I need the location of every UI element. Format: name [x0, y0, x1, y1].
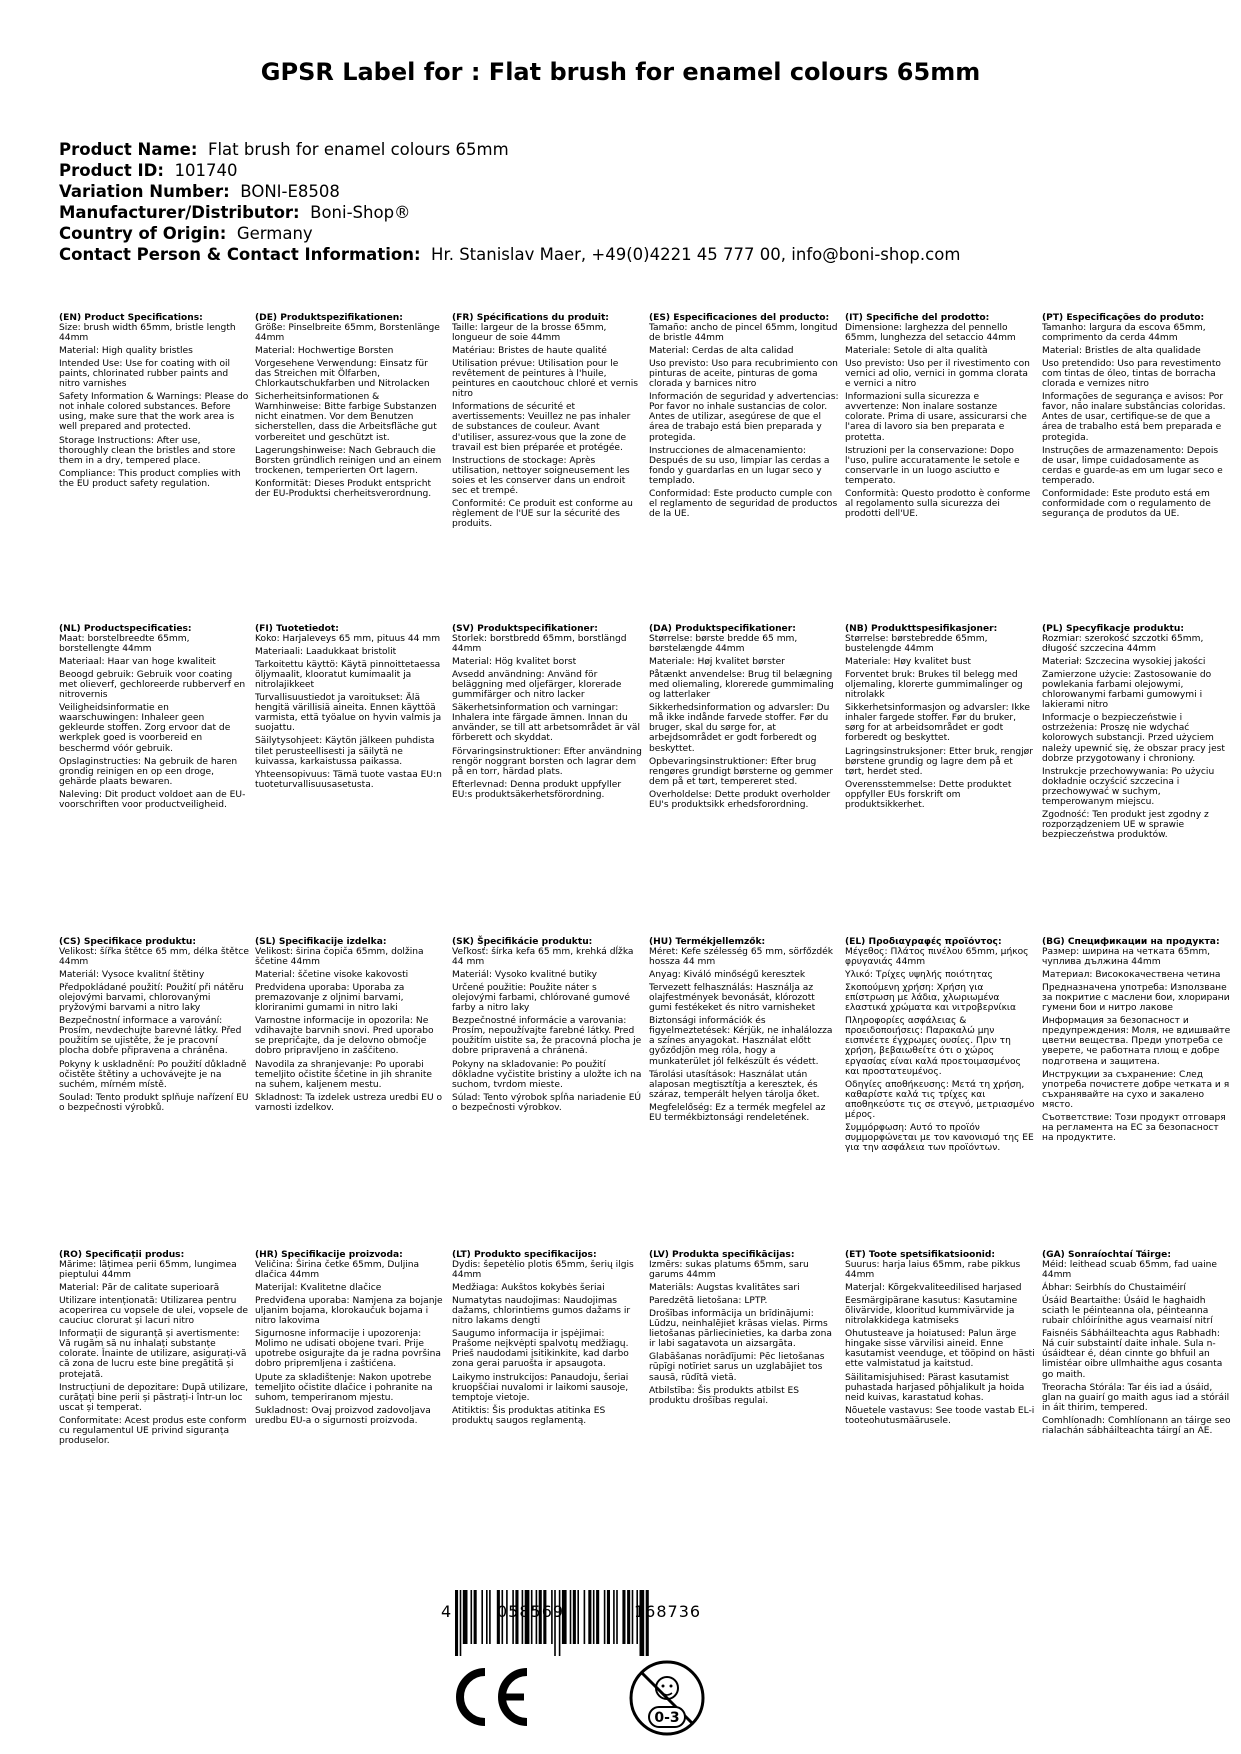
spec-paragraph: Intended Use: Use for coating with oil paints, chlorinated rubber paints and nitro varnishes	[59, 359, 231, 390]
spec-paragraph: Treoracha Stórála: Tar éis iad a úsáid, glan na guairí go maith agus iad a stóráil in áit thirim, tempered.	[1042, 1382, 1230, 1413]
info-label: Contact Person & Contact Information:	[59, 245, 421, 264]
spec-paragraph: Overholdelse: Dette produkt overholder EU's produktsikk erhedsforordning.	[649, 789, 831, 810]
product-info	[59, 139, 960, 265]
spec-section	[845, 624, 1035, 813]
spec-paragraph: Materiaali: Laadukkaat bristolit	[255, 647, 397, 658]
spec-paragraph: Atbilstība: Šis produkts atbilst ES produktu drošības regulai.	[649, 1385, 800, 1406]
spec-paragraph: Materijal: Kvalitetne dlačice	[255, 1283, 382, 1294]
spec-paragraph: Информация за безопасност и предупреждения: Моля, не вдишвайте цветни вещества. Преди употреба се уверете, че работната площ е добре подготвена и защитена.	[1042, 1016, 1231, 1067]
barcode-digits-right: 168736	[634, 1602, 702, 1621]
spec-paragraph: Instrucciones de almacenamiento: Después de su uso, limpiar las cerdas a fondo y guardarlas en un lugar seco y templado.	[649, 445, 830, 486]
spec-paragraph: Σκοπούμενη χρήση: Χρήση για επίστρωση με λάδια, χλωριωμένα ελαστικά χρώματα και νιτροβερνίκια	[845, 983, 1017, 1014]
barcode-bar	[613, 1590, 615, 1644]
spec-paragraph: Conformidad: Este producto cumple con el reglamento de seguridad de productos de la UE.	[649, 488, 838, 519]
spec-paragraph: Velikost: širina čopiča 65mm, dolžina ščetine 44mm	[255, 947, 424, 968]
spec-paragraph: Suurus: harja laius 65mm, rabe pikkus 44mm	[845, 1260, 1021, 1281]
spec-paragraph: Zgodność: Ten produkt jest zgodny z rozporządzeniem UE w sprawie bezpieczeństwa produktów.	[1042, 809, 1209, 840]
barcode-bar	[646, 1590, 649, 1656]
spec-paragraph: Istruzioni per la conservazione: Dopo l'uso, pulire accuratamente le setole e conservarle in un luogo asciutto e temperato.	[845, 445, 1020, 486]
spec-paragraph: Conformitate: Acest produs este conform cu regulamentul UE privind siguranța produselor.	[59, 1415, 247, 1446]
spec-paragraph: Informacje o bezpieczeństwie i ostrzeżenia: Proszę nie wdychać kolorowych substancji. Przed użyciem należy upewnić się, że obszar pracy jest dobrze przygotowany i chroniony.	[1042, 713, 1225, 764]
spec-paragraph: Material: Hochwertige Borsten	[255, 346, 394, 357]
spec-paragraph: Bezpečnostné informácie a varovania: Prosím, nepoužívajte farebné látky. Pred použitím uistite sa, že pracovná plocha je dobre pripravená a chránená.	[452, 1016, 642, 1057]
spec-heading: (FR) Spécifications du produit:	[452, 313, 609, 323]
spec-paragraph: Materiāls: Augstas kvalitātes sari	[649, 1283, 800, 1294]
spec-paragraph: Uso pretendido: Uso para revestimento com tintas de óleo, tintas de borracha clorada e vernizes nitro	[1042, 359, 1221, 390]
spec-paragraph: Veličina: Širina četke 65mm, Duljina dlačica 44mm	[255, 1260, 420, 1281]
barcode-bar	[622, 1590, 625, 1644]
spec-paragraph: Materiaal: Haar van hoge kwaliteit	[59, 657, 216, 668]
barcode-bar	[596, 1590, 599, 1644]
spec-paragraph: Säkerhetsinformation och varningar: Inhalera inte färgade ämnen. Innan du använder, se till att arbetsområdet är väl förberett och skyddat.	[452, 703, 641, 744]
spec-paragraph: Conformité: Ce produit est conforme au règlement de l'UE sur la sécurité des produits.	[452, 498, 633, 529]
spec-heading: (EL) Προδιαγραφές προϊόντος:	[845, 937, 1002, 947]
barcode-bar	[570, 1590, 572, 1644]
spec-section	[1042, 1250, 1232, 1439]
spec-paragraph: Material: Hög kvalitet borst	[452, 657, 577, 668]
spec-paragraph: Pokyny na skladovanie: Po použití dôkladne vyčistite bristiny a uložte ich na suchom, tvrdom mieste.	[452, 1059, 642, 1090]
spec-paragraph: Материал: Висококачествена четина	[1042, 970, 1221, 981]
spec-paragraph: Faisnéis Sábháilteachta agus Rabhadh: Ná cuir substaintí daite inhale. Sula n-úsáidtear é, déan cinnte go bhfuil an limistéar oibre ullmhaithe agus cosanta go maith.	[1042, 1329, 1223, 1380]
spec-paragraph: Lagringsinstruksjoner: Etter bruk, rengjør børstene grundig og lagre dem på et tørt, herdet sted.	[845, 746, 1033, 777]
barcode-bar	[471, 1590, 473, 1644]
spec-paragraph: Instrucțiuni de depozitare: După utilizare, curățați bine perii și păstrați-i într-un loc uscat și temperat.	[59, 1382, 249, 1413]
info-label: Variation Number:	[59, 182, 230, 201]
info-label: Country of Origin:	[59, 224, 227, 243]
barcode-digit-first: 4	[441, 1602, 452, 1621]
spec-paragraph: Matériau: Bristes de haute qualité	[452, 346, 607, 357]
spec-heading: (PL) Specyfikacje produktu:	[1042, 624, 1184, 634]
spec-paragraph: Información de seguridad y advertencias: Por favor no inhale sustancias de color. Antes de utilizar, asegúrese de que el área de trabajo está bien preparada y protegida.	[649, 392, 839, 443]
spec-section	[59, 937, 249, 1116]
info-value: BONI-E8508	[240, 182, 340, 201]
spec-paragraph: Soulad: Tento produkt splňuje nařízení EU o bezpečnosti výrobků.	[59, 1092, 249, 1113]
spec-paragraph: Glabāšanas norādījumi: Pēc lietošanas rūpīgi notīriet sarus un uzglabājiet tos sausā, rūdītā vietā.	[649, 1352, 825, 1383]
spec-paragraph: Utilizare intenționată: Utilizarea pentru acoperirea cu vopsele de ulei, vopsele de cauciuc clorurat și lacuri nitro	[59, 1296, 248, 1327]
spec-section	[649, 1250, 839, 1409]
document-title: GPSR Label for : Flat brush for enamel colours 65mm	[260, 58, 981, 86]
spec-section	[845, 1250, 1035, 1429]
barcode-bar	[640, 1590, 645, 1656]
spec-paragraph: Material: ščetine visoke kakovosti	[255, 970, 409, 981]
barcode-bar	[486, 1590, 488, 1644]
spec-paragraph: Comhlíonadh: Comhlíonann an táirge seo rialachán sábháilteachta táirgí an AE.	[1042, 1415, 1231, 1436]
spec-paragraph: Größe: Pinselbreite 65mm, Borstenlänge 44mm	[255, 323, 440, 344]
barcode-bar	[627, 1590, 630, 1644]
info-label: Product Name:	[59, 140, 198, 159]
spec-section	[452, 937, 642, 1116]
spec-paragraph: Material: Cerdas de alta calidad	[649, 346, 794, 357]
spec-paragraph: Drošības informācija un brīdinājumi: Lūdzu, neinhalējiet krāsas vielas. Pirms lietošanas pārliecinieties, ka darba zona ir labi sagatavota un aizsargāta.	[649, 1309, 832, 1350]
spec-paragraph: Sukladnost: Ovaj proizvod zadovoljava uredbu EU-a o sigurnosti proizvoda.	[255, 1405, 431, 1426]
spec-heading: (ES) Especificaciones del producto:	[649, 313, 830, 323]
spec-heading: (ET) Toote spetsifikatsioonid:	[845, 1250, 996, 1260]
spec-paragraph: Storage Instructions: After use, thoroughly clean the bristles and store them in a dry, tempered place.	[59, 435, 236, 466]
info-row	[59, 202, 960, 223]
spec-paragraph: Πληροφορίες ασφάλειας & προειδοποιήσεις: Παρακαλώ μην εισπνέετε έγχρωμες ουσίες. Πριν τη χρήση, βεβαιωθείτε ότι ο χώρος εργασίας είναι καλά προετοιμασμένος και προστατευμένος.	[845, 1016, 1021, 1077]
info-row	[59, 244, 960, 265]
spec-paragraph: Ábhar: Seirbhís do Chustaiméirí	[1042, 1283, 1186, 1294]
spec-paragraph: Yhteensopivuus: Tämä tuote vastaa EU:n tuoteturvallisuusasetusta.	[255, 769, 442, 790]
spec-heading: (IT) Specifiche del prodotto:	[845, 313, 990, 323]
spec-paragraph: Инструкции за съхранение: След употреба почистете добре четката и я съхранявайте на сухо и закалено място.	[1042, 1069, 1230, 1110]
spec-paragraph: Säilytysohjeet: Käytön jälkeen puhdista tilet perusteellisesti ja säilytä ne kuivassa, karkaistussa paikassa.	[255, 736, 435, 767]
spec-paragraph: Förvaringsinstruktioner: Efter användning rengör noggrant borsten och lagrar dem på en torr, härdad plats.	[452, 746, 642, 777]
spec-paragraph: Instructions de stockage: Après utilisation, nettoyer soigneusement les soies et les conserver dans un endroit sec et trempé.	[452, 455, 630, 496]
spec-heading: (LT) Produkto specifikacijos:	[452, 1250, 597, 1260]
spec-paragraph: Eesmärgipärane kasutus: Kasutamine õlivärvide, klooritud kummivärvide ja nitrolakkidega katmiseks	[845, 1296, 1018, 1327]
info-row	[59, 160, 960, 181]
spec-paragraph: Lagerungshinweise: Nach Gebrauch die Borsten gründlich reinigen und an einem trockenen, temperierten Ort lagern.	[255, 445, 442, 476]
spec-heading: (NB) Produkttspesifikasjoner:	[845, 624, 998, 634]
info-label: Manufacturer/Distributor:	[59, 203, 300, 222]
barcode-bar	[604, 1590, 606, 1644]
spec-heading: (SL) Specifikacije izdelka:	[255, 937, 387, 947]
spec-paragraph: Materiał: Szczecina wysokiej jakości	[1042, 657, 1206, 668]
barcode-bar	[455, 1590, 458, 1656]
spec-paragraph: Paredzētā lietošana: LPTP.	[649, 1296, 768, 1307]
spec-section	[59, 313, 249, 492]
barcode-bar	[607, 1590, 610, 1644]
spec-paragraph: Saugumo informacija ir įspėjimai: Prašome neįkvėpti spalvotų medžiagų. Prieš naudodami įsitikinkite, kad darbo zona gerai paruošta ir apsaugota.	[452, 1329, 629, 1370]
spec-paragraph: Materiale: Høj kvalitet børster	[649, 657, 785, 668]
spec-paragraph: Tarkoitettu käyttö: Käytä pinnoittetaessa öljymaalit, klooratut kumimaalit ja nitrolajikkeet	[255, 660, 441, 691]
spec-paragraph: Biztonsági információk és figyelmeztetések: Kérjük, ne inhalálozza a színes anyagokat. Használat előtt győződjön meg róla, hogy a munkaterület jól felkészült és védett.	[649, 1016, 833, 1067]
spec-heading: (RO) Specificații produs:	[59, 1250, 185, 1260]
spec-heading: (DE) Produktspezifikationen:	[255, 313, 403, 323]
spec-paragraph: Opbevaringsinstruktioner: Efter brug rengøres grundigt børsterne og gemmer dem på et tørt, tempereret sted.	[649, 756, 834, 787]
spec-paragraph: Méid: leithead scuab 65mm, fad uaine 44mm	[1042, 1260, 1217, 1281]
spec-paragraph: Utilisation prévue: Utilisation pour le revêtement de peintures à l'huile, peintures en caoutchouc chloré et vernis nitro	[452, 359, 638, 400]
info-row	[59, 139, 960, 160]
spec-section	[59, 1250, 249, 1449]
spec-paragraph: Turvallisuustiedot ja varoitukset: Älä hengitä värillisiä aineita. Ennen käyttöä varmista, että työalue on hyvin valmis ja suojattu.	[255, 693, 442, 734]
spec-heading: (SV) Produktspecifikationer:	[452, 624, 598, 634]
barcode-bar	[463, 1590, 468, 1644]
age-label: 0-3	[654, 1710, 680, 1726]
spec-paragraph: Materiál: Vysoko kvalitné butiky	[452, 970, 597, 981]
spec-paragraph: Laikymo instrukcijos: Panaudoju, šeriai kruopščiai nuvalomi ir laikomi sausoje, temptoje vietoje.	[452, 1372, 629, 1403]
barcode-bar	[593, 1590, 595, 1644]
info-row	[59, 181, 960, 202]
spec-paragraph: Informazioni sulla sicurezza e avvertenze: Non inalare sostanze colorate. Prima di usare, assicurarsi che l'area di lavoro sia ben preparata e protetta.	[845, 392, 1027, 443]
spec-paragraph: Påtænkt anvendelse: Brug til belægning med oliemaling, klorerede gummimaling og latterlaker	[649, 670, 834, 701]
spec-paragraph: Material: High quality bristles	[59, 346, 193, 357]
spec-section	[845, 937, 1035, 1156]
spec-paragraph: Koko: Harjaleveys 65 mm, pituus 44 mm	[255, 634, 441, 645]
spec-paragraph: Predviđena uporaba: Namjena za bojanje uljanim bojama, klorokaučuk bojama i nitro lakovima	[255, 1296, 443, 1327]
spec-paragraph: Mărime: lățimea perii 65mm, lungimea pieptului 44mm	[59, 1260, 237, 1281]
spec-heading: (PT) Especificações do produto:	[1042, 313, 1205, 323]
spec-paragraph: Safety Information & Warnings: Please do not inhale colored substances. Before using, make sure that the work area is well prepared and protected.	[59, 392, 249, 433]
spec-paragraph: Materjal: Kõrgekvaliteedilised harjased	[845, 1283, 1022, 1294]
spec-paragraph: Uso previsto: Uso para recubrimiento con pinturas de aceite, pinturas de goma clorada y barnices nitro	[649, 359, 838, 390]
spec-paragraph: Předpokládané použití: Použití při nátěru olejovými barvami, chlorovanými pryžovými barvami a nitro laky	[59, 983, 244, 1014]
spec-heading: (CS) Specifikace produktu:	[59, 937, 196, 947]
spec-paragraph: Tamanho: largura da escova 65mm, comprimento da cerda 44mm	[1042, 323, 1206, 344]
spec-paragraph: Compliance: This product complies with the EU product safety regulation.	[59, 468, 241, 489]
spec-paragraph: Konformität: Dieses Produkt entspricht der EU-Produktsi cherheitsverordnung.	[255, 478, 432, 499]
spec-heading: (HR) Specifikacije proizvoda:	[255, 1250, 403, 1260]
spec-paragraph: Uso previsto: Uso per il rivestimento con vernici ad olio, vernici in gomma clorata e vernici a nitro	[845, 359, 1030, 390]
ce-mark-icon	[452, 1666, 532, 1728]
spec-paragraph: Предназначена употреба: Използване за покритие с маслени бои, хлорирани гумени бои и нитро лакове	[1042, 983, 1230, 1014]
barcode-bar	[489, 1590, 491, 1644]
not-suitable-under-3-icon	[627, 1658, 707, 1738]
spec-heading: (LV) Produkta specifikācijas:	[649, 1250, 795, 1260]
spec-heading: (GA) Sonraíochtaí Táirge:	[1042, 1250, 1171, 1260]
spec-section	[255, 937, 445, 1116]
spec-paragraph: Megfelelőség: Ez a termék megfelel az EU termékbiztonsági rendeletének.	[649, 1102, 826, 1123]
barcode-bar	[460, 1590, 462, 1656]
spec-paragraph: Avsedd användning: Använd för beläggning med oljefärger, klorerade gummifärger och nitro lacker	[452, 670, 622, 701]
barcode-bar	[481, 1590, 483, 1644]
spec-paragraph: Atitiktis: Šis produktas atitinka ES produktų saugos reglamentą.	[452, 1405, 606, 1426]
spec-paragraph: Veľkosť: šírka kefa 65 mm, krehká dĺžka 44 mm	[452, 947, 634, 968]
info-row	[59, 223, 960, 244]
spec-paragraph: Méret: Kefe szélesség 65 mm, sörfőzdék hossza 44 mm	[649, 947, 834, 968]
spec-paragraph: Material: Păr de calitate superioară	[59, 1283, 220, 1294]
spec-paragraph: Predvidena uporaba: Uporaba za premazovanje z oljnimi barvami, kloriranimi gumami in nitro laki	[255, 983, 405, 1014]
spec-paragraph: Zamierzone użycie: Zastosowanie do powlekania farbami olejowymi, chlorowanymi farbami gumowymi i lakierami nitro	[1042, 670, 1212, 711]
spec-section	[1042, 313, 1232, 522]
spec-paragraph: Størrelse: børste bredde 65 mm, børstelængde 44mm	[649, 634, 798, 655]
spec-paragraph: Pokyny k uskladnění: Po použití důkladně očistěte štětiny a uchovávejte je na suchém, mírném místě.	[59, 1059, 247, 1090]
spec-paragraph: Συμμόρφωση: Αυτό το προϊόν συμμορφώνεται με τον κανονισμό της ΕΕ για την ασφάλεια των προϊόντων.	[845, 1122, 1034, 1153]
spec-paragraph: Forventet bruk: Brukes til belegg med oljemaling, klorerte gummimalinger og nitrolakk	[845, 670, 1023, 701]
info-value: Hr. Stanislav Maer, +49(0)4221 45 777 00, info@boni-shop.com	[431, 245, 961, 264]
spec-paragraph: Съответствие: Този продукт отговаря на регламента на ЕС за безопасност на продуктите.	[1042, 1112, 1226, 1143]
spec-section	[1042, 937, 1232, 1146]
spec-paragraph: Izmērs: sukas platums 65mm, saru garums 44mm	[649, 1260, 809, 1281]
spec-section	[649, 937, 839, 1126]
spec-heading: (FI) Tuotetiedot:	[255, 624, 339, 634]
spec-paragraph: Rozmiar: szerokość szczotki 65mm, długość szczecina 44mm	[1042, 634, 1204, 655]
spec-paragraph: Súlad: Tento výrobok spĺňa nariadenie EÚ o bezpečnosti výrobkov.	[452, 1092, 642, 1113]
spec-paragraph: Materiale: Setole di alta qualità	[845, 346, 988, 357]
spec-paragraph: Sicherheitsinformationen & Warnhinweise: Bitte farbige Substanzen nicht einatmen. Vor dem Benutzen sicherstellen, dass die Arbeitsfläche gut vorbereitet und geschützt ist.	[255, 392, 437, 443]
barcode-bar	[616, 1590, 618, 1644]
spec-paragraph: Anyag: Kiváló minőségű keresztek	[649, 970, 806, 981]
barcode-bar	[588, 1590, 591, 1644]
spec-section	[452, 624, 642, 803]
spec-paragraph: Beoogd gebruik: Gebruik voor coating met olieverf, gechloreerde rubberverf en nitrovernis	[59, 670, 246, 701]
info-value: Flat brush for enamel colours 65mm	[207, 140, 509, 159]
spec-heading: (NL) Productspecificaties:	[59, 624, 192, 634]
spec-paragraph: Ohutusteave ja hoiatused: Palun ärge hingake sisse värvilisi aineid. Enne kasutamist veenduge, et tööpind on hästi ette valmistatud ja kaitstud.	[845, 1329, 1035, 1370]
spec-section	[452, 1250, 642, 1429]
spec-paragraph: Dimensione: larghezza del pennello 65mm, lunghezza del setaccio 44mm	[845, 323, 1016, 344]
spec-heading: (BG) Спецификации на продукта:	[1042, 937, 1220, 947]
spec-paragraph: Overensstemmelse: Dette produktet oppfyller EUs forskrift om produktsikkerhet.	[845, 779, 1012, 810]
spec-section	[649, 624, 839, 813]
spec-paragraph: Dydis: šepetėlio plotis 65mm, šerių ilgis 44mm	[452, 1260, 634, 1281]
spec-paragraph: Numatytas naudojimas: Naudojimas dažams, chlorintiems gumos dažams ir nitro lakams dengti	[452, 1296, 631, 1327]
spec-paragraph: Размер: ширина на четката 65mm, чуплива дължина 44mm	[1042, 947, 1211, 968]
spec-paragraph: Size: brush width 65mm, bristle length 44mm	[59, 323, 236, 344]
info-value: Germany	[236, 224, 313, 243]
spec-paragraph: Opslaginstructies: Na gebruik de haren grondig reinigen en op een droge, gehärde plaats bewaren.	[59, 756, 238, 787]
spec-paragraph: Instruções de armazenamento: Depois de usar, limpe cuidadosamente as cerdas e guarde-as em um lugar seco e temperado.	[1042, 445, 1223, 486]
spec-paragraph: Navodila za shranjevanje: Po uporabi temeljito očistite ščetine in jih shranite na suhem, kaljenem mestu.	[255, 1059, 433, 1090]
barcode-bar	[474, 1590, 477, 1644]
spec-paragraph: Určené použitie: Použite náter s olejovými farbami, chlórované gumové farby a nitro laky	[452, 983, 630, 1014]
barcode-bar	[573, 1590, 576, 1644]
spec-paragraph: Naleving: Dit product voldoet aan de EU-voorschriften voor productveiligheid.	[59, 789, 246, 810]
spec-paragraph: Instrukcje przechowywania: Po użyciu dokładnie oczyścić szczecina i przechowywać w suchym, temperowanym miejscu.	[1042, 766, 1215, 807]
spec-paragraph: Medžiaga: Aukštos kokybės šeriai	[452, 1283, 605, 1294]
barcode-digits-left: 058569	[497, 1602, 565, 1621]
spec-paragraph: Úsáid Beartaithe: Úsáid le haghaidh sciath le péinteanna ola, péinteanna rubair chlóirínithe agus vearnaisí nitrí	[1042, 1296, 1213, 1327]
spec-paragraph: Maat: borstelbreedte 65mm, borstellengte 44mm	[59, 634, 190, 655]
barcode-bar	[554, 1590, 556, 1656]
spec-paragraph: Tárolási utasítások: Használat után alaposan megtisztítja a keresztek, és száraz, temperált helyen tárolja őket.	[649, 1069, 820, 1100]
spec-paragraph: Varnostne informacije in opozorila: Ne vdihavajte barvnih snovi. Pred uporabo se prepričajte, da je delovno območje dobro pripravljeno in zaščiteno.	[255, 1016, 434, 1057]
spec-paragraph: Velikost: šířka štětce 65 mm, délka štětce 44mm	[59, 947, 249, 968]
spec-paragraph: Conformidade: Este produto está em conformidade com o regulamento de segurança de produtos da UE.	[1042, 488, 1211, 519]
spec-paragraph: Vorgesehene Verwendung: Einsatz für das Streichen mit Ölfarben, Chlorkautschukfarben und Nitrolacken	[255, 359, 430, 390]
spec-section	[255, 313, 445, 502]
barcode	[437, 1590, 807, 1656]
spec-heading: (HU) Termékjellemzők:	[649, 937, 766, 947]
spec-paragraph: Taille: largeur de la brosse 65mm, longueur de soie 44mm	[452, 323, 607, 344]
spec-paragraph: Sikkerhedsinformation og advarsler: Du må ikke indånde farvede stoffer. Før du bruger, skal du sørge for, at arbejdsområdet er godt forberedt og beskyttet.	[649, 703, 830, 754]
spec-paragraph: Tamaño: ancho de pincel 65mm, longitud de bristle 44mm	[649, 323, 838, 344]
spec-paragraph: Informații de siguranță și avertismente: Vă rugăm să nu inhalați substanțe colorate. Înainte de utilizare, asigurați-vă că zona de lucru este bine pregătită și protejată.	[59, 1329, 247, 1380]
info-value: Boni-Shop®	[310, 203, 411, 222]
spec-paragraph: Οδηγίες αποθήκευσης: Μετά τη χρήση, καθαρίστε καλά τις τρίχες και αποθηκεύστε τις σε στεγνό, μετριασμένο μέρος.	[845, 1079, 1035, 1120]
barcode-bar	[584, 1590, 586, 1644]
spec-section	[1042, 624, 1232, 843]
spec-paragraph: Efterlevnad: Denna produkt uppfyller EU:s produktsäkerhetsförordning.	[452, 779, 622, 800]
spec-paragraph: Informações de segurança e avisos: Por favor, não inalare substâncias coloridas. Antes de usar, certifique-se de que a área de trabalho está bem preparada e protegida.	[1042, 392, 1226, 443]
spec-paragraph: Veiligheidsinformatie en waarschuwingen: Inhaleer geen gekleurde stoffen. Zorg ervoor dat de werkplek goed is voorbereid en beschermd vóór gebruik.	[59, 703, 231, 754]
spec-paragraph: Tervezett felhasználás: Használja az olajfestmények bevonását, klórozott gumi festékeket és nitro varnisheket	[649, 983, 816, 1014]
spec-section	[255, 624, 445, 793]
spec-paragraph: Skladnost: Ta izdelek ustreza uredbi EU o varnosti izdelkov.	[255, 1092, 443, 1113]
spec-heading: (EN) Product Specifications:	[59, 313, 203, 323]
spec-paragraph: Informations de sécurité et avertissements: Veuillez ne pas inhaler de substances de couleur. Avant d'utiliser, assurez-vous que la zone de travail est bien préparée et protégée.	[452, 402, 631, 453]
spec-section	[59, 624, 249, 813]
barcode-bar	[559, 1590, 561, 1656]
spec-paragraph: Materiál: Vysoce kvalitní štětiny	[59, 970, 205, 981]
spec-paragraph: Sigurnosne informacije i upozorenja: Molimo ne udisati obojene tvari. Prije upotrebe osigurajte da je radna površina dobro pripremljena i zaštićena.	[255, 1329, 441, 1370]
spec-section	[255, 1250, 445, 1429]
spec-paragraph: Sikkerhetsinformasjon og advarsler: Ikke inhaler fargede stoffer. Før du bruker, sørg for at arbeidsområdet er godt forberedt og beskyttet.	[845, 703, 1031, 744]
spec-paragraph: Υλικό: Τρίχες υψηλής ποιότητας	[845, 970, 993, 981]
spec-heading: (DA) Produktspecifikationer:	[649, 624, 796, 634]
spec-paragraph: Μέγεθος: Πλάτος πινέλου 65mm, μήκος φρυγανιάς 44mm	[845, 947, 1029, 968]
spec-paragraph: Bezpečnostní informace a varování: Prosím, nevdechujte barevné látky. Před použitím se ujistěte, že je pracovní plocha dobře připravena a chráněna.	[59, 1016, 242, 1057]
info-value: 101740	[174, 161, 238, 180]
spec-paragraph: Størrelse: børstebredde 65mm, bustelengde 44mm	[845, 634, 988, 655]
barcode-bar	[577, 1590, 579, 1644]
spec-section	[452, 313, 642, 532]
spec-section	[649, 313, 839, 522]
spec-paragraph: Upute za skladištenje: Nakon upotrebe temeljito očistite dlačice i pohranite na suhom, temperiranom mjestu.	[255, 1372, 433, 1403]
spec-paragraph: Säilitamisjuhised: Pärast kasutamist puhastada harjased põhjalikult ja hoida neid kuivas, karastatud kohas.	[845, 1372, 1025, 1403]
spec-section	[845, 313, 1035, 522]
info-label: Product ID:	[59, 161, 164, 180]
spec-paragraph: Material: Bristles de alta qualidade	[1042, 346, 1201, 357]
spec-paragraph: Materiale: Høy kvalitet bust	[845, 657, 971, 668]
spec-paragraph: Storlek: borstbredd 65mm, borstlängd 44mm	[452, 634, 627, 655]
spec-paragraph: Conformità: Questo prodotto è conforme al regolamento sulla sicurezza dei prodotti dell'UE.	[845, 488, 1031, 519]
spec-paragraph: Nõuetele vastavus: See toode vastab EL-i tooteohutusmäärusele.	[845, 1405, 1035, 1426]
spec-heading: (SK) Špecifikácie produktu:	[452, 937, 593, 947]
